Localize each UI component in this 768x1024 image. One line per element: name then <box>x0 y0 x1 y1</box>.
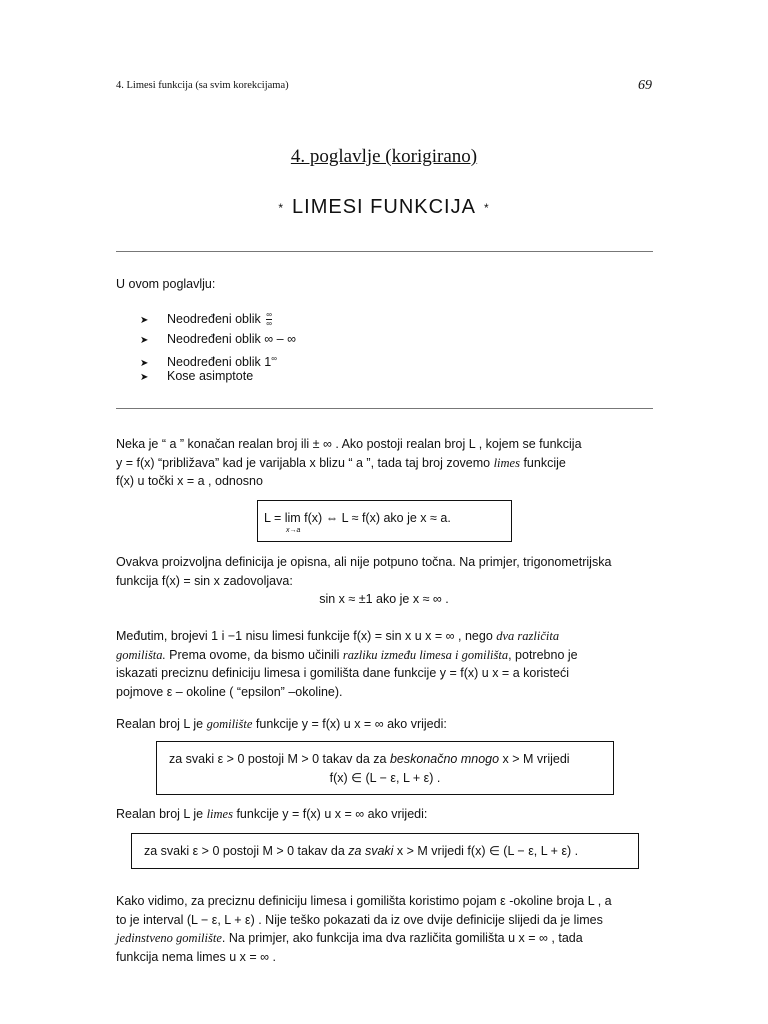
arrow-bullet-icon: ➤ <box>140 358 149 370</box>
title-star-right: * <box>483 200 490 215</box>
sin-equation: sin x ≈ ±1 ako je x ≈ ∞ . <box>319 592 449 606</box>
list-item: ➤ Neodređeni oblik 1∞ <box>140 349 296 369</box>
title-star-left: * <box>278 200 285 215</box>
definition-box: L = lim f(x) ⇔ L ≈ f(x) ako je x ≈ a. x→a <box>257 500 512 542</box>
topic-list <box>140 309 296 383</box>
gomiliste-box: za svaki ε > 0 postoji M > 0 takav da za beskonačno mnogo x > M vrijedi f(x) ∈ (L − ε, L + ε) . <box>156 741 614 795</box>
chapter-title-text: LIMESI FUNKCIJA <box>292 196 476 218</box>
list-item: ➤ Neodređeni oblik ∞ – ∞ <box>140 329 296 349</box>
paragraph-gomiliste-def: Realan broj L je gomilište funkcije y = f(x) u x = ∞ ako vrijedi: <box>116 717 447 731</box>
paragraph-gomiliste: Međutim, brojevi 1 i −1 nisu limesi funkcije f(x) = sin x u x = ∞ , nego dva različita gomilišta. Prema ovome, da bismo učinili razliku između limesa i gomilišta, potrebno je iskazati preciznu definiciju limesa i gomilišta dane funkcije y = f(x) u x = a koristeći pojmove ε – okoline ( “epsilon” –okoline). <box>116 629 578 699</box>
paragraph-limes-intro: Neka je “ a ” konačan realan broj ili ± ∞ . Ako postoji realan broj L , kojem se funkcija y = f(x) “približava” kad je varijabla x blizu “ a ”, tada taj broj zovemo limes funkcije f(x) u točki x = a , odnosno <box>116 437 582 488</box>
intro-label: U ovom poglavlju: <box>116 277 216 291</box>
page-number: 69 <box>638 78 652 93</box>
divider-bottom <box>116 408 653 409</box>
list-item: ➤ Kose asimptote <box>140 369 254 383</box>
paragraph-sin-example: Ovakva proizvoljna definicija je opisna, ali nije potpuno točna. Na primjer, trigonometrijska funkcija f(x) = sin x zadovoljava: <box>116 555 612 588</box>
arrow-bullet-icon: ➤ <box>140 372 149 383</box>
chapter-subtitle: 4. poglavlje (korigirano) <box>290 146 478 167</box>
list-item: ➤ Neodređeni oblik $\frac{\infty}{\infty}$ <box>140 309 296 329</box>
limes-box: za svaki ε > 0 postoji M > 0 takav da za svaki x > M vrijedi f(x) ∈ (L − ε, L + ε) . <box>131 833 639 869</box>
running-header: 4. Limesi funkcija (sa svim korekcijama) <box>116 80 289 91</box>
fraction-inf-over-inf: $\frac{\infty}{\infty}$ <box>266 310 272 329</box>
arrow-bullet-icon: ➤ <box>140 315 149 326</box>
chapter-title <box>0 196 768 219</box>
arrow-bullet-icon: ➤ <box>140 335 149 346</box>
paragraph-limes-def: Realan broj L je limes funkcije y = f(x) u x = ∞ ako vrijedi: <box>116 807 428 821</box>
paragraph-conclusion: Kako vidimo, za preciznu definiciju limesa i gomilišta koristimo pojam ε -okoline broja L , a to je interval (L − ε, L + ε) . Nije teško pokazati da iz ove dvije definicije slijedi da je limes jedinstveno gomilište. Na primjer, ako funkcija ima dva različita gomilišta u x = ∞ , tada funkcija nema limes u x = ∞ . <box>116 894 612 964</box>
divider-top <box>116 251 653 252</box>
